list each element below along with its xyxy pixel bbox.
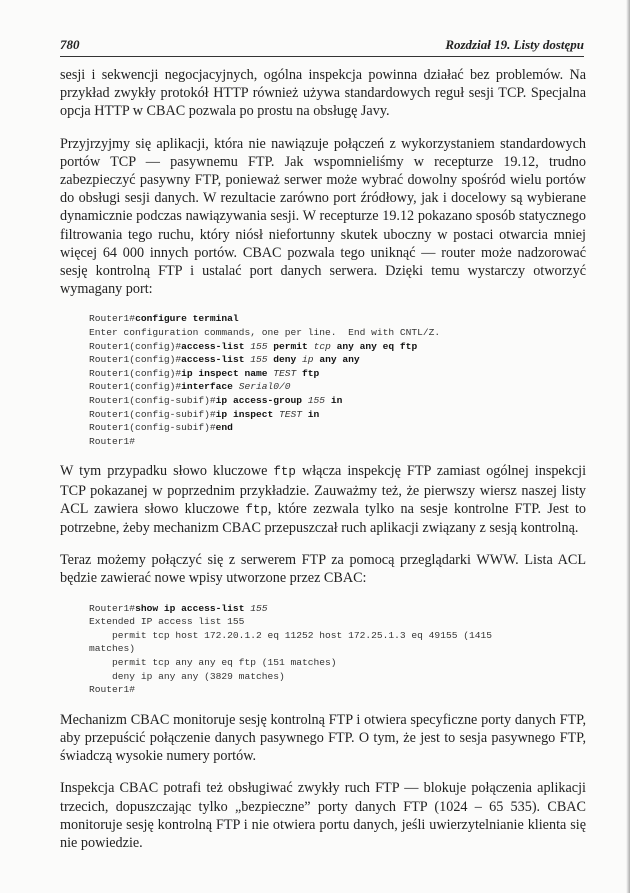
code-line: Router1(config)#interface Serial0/0 (89, 381, 291, 393)
code-line: Router1(config-subif)#ip inspect TEST in (89, 408, 320, 420)
code-line: matches) (89, 643, 136, 655)
chapter-title: Rozdział 19. Listy dostępu (445, 37, 584, 52)
code-line: deny ip any any (3829 matches) (89, 670, 285, 682)
paragraph-3: W tym przypadku słowo kluczowe ftp włącza inspekcję FTP zamiast ogólnej inspekcji TCP pokazanej w poprzednim przykładzie. Zauważmy też, że pierwszy wiersz naszej listy ACL zawiera słowo kluczowe ftp, które zezwala tylko na sesje kontrolne FTP. Jest to potrzebne, żeby mechanizm CBAC przepuszczał ruch aplikacji związany z sesją kontrolną. (60, 463, 587, 536)
code-line: Enter configuration commands, one per line. End with CNTL/Z. (89, 327, 441, 339)
paragraph-5: Mechanizm CBAC monitoruje sesję kontrolną FTP i otwiera specyficzne porty danych FTP, aby przepuścić połączenie danych pasywnego FTP. O tym, że jest to sesja pasywnego FTP, świadczą wysokie numery portów. (60, 711, 586, 765)
code-line: Router1#show ip access-list 155 (89, 602, 268, 614)
paragraph-1: sesji i sekwencji negocjacyjnych, ogólna inspekcja powinna działać bez problemów. Na przykład zwykły protokół HTTP również używa standardowych reguł sesji TCP. Specjalna opcja HTTP w CBAC pozwala po prostu na obsługę Javy. (60, 67, 586, 120)
code-block-config (89, 312, 586, 448)
code-line: permit tcp any any eq ftp (151 matches) (89, 656, 337, 668)
code-line: Router1(config)#access-list 155 permit tcp any any eq ftp (89, 340, 418, 352)
page-edge-shadow (626, 0, 630, 893)
paragraph-6: Inspekcja CBAC potrafi też obsługiwać zwykły ruch FTP — blokuje połączenia aplikacji trzecich, dopuszczając tylko „bezpieczne” porty danych FTP (1024 – 65 535). CBAC monitoruje sesję kontrolną FTP i nie otwiera portu danych, jeśli uwierzytelnianie klienta się nie powiedzie. (60, 780, 586, 851)
inline-code: ftp (273, 465, 296, 480)
code-line: Router1(config-subif)#end (89, 422, 233, 434)
header-rule (60, 56, 584, 57)
page-body (60, 66, 586, 866)
paragraph-4: Teraz możemy połączyć się z serwerem FTP za pomocą przeglądarki WWW. Lista ACL będzie zawierać nowe wpisy utworzone przez CBAC: (60, 552, 586, 587)
code-line: Router1(config-subif)#ip access-group 155 in (89, 395, 343, 406)
code-line: Extended IP access list 155 (89, 616, 245, 628)
page-number: 780 (60, 37, 80, 52)
code-line: permit tcp host 172.20.1.2 eq 11252 host 172.25.1.3 eq 49155 (1415 (89, 629, 493, 641)
inline-code: ftp (245, 502, 268, 517)
code-line: Router1# (89, 435, 136, 447)
page-header (60, 37, 584, 55)
code-line: Router1(config)#ip inspect name TEST ftp (89, 367, 320, 379)
code-line: Router1# (89, 684, 136, 696)
paragraph-2: Przyjrzyjmy się aplikacji, która nie nawiązuje połączeń z wykorzystaniem standardowych portów TCP — pasywnemu FTP. Jak wspomnieliśmy w recepturze 19.12, trudno zabezpieczyć pasywny FTP, ponieważ serwer może wybrać dowolny spośród wielu portów do obsługi sesji danych. W rezultacie zarówno port źródłowy, jak i docelowy są wybierane dynamicznie podczas nawiązywania sesji. W recepturze 19.12 pokazano sposób statycznego filtrowania tego ruchu, który niósł niefortunny skutek uboczny w postaci otwarcia mniej więcej 64 000 innych portów. CBAC pozwala tego uniknąć — router może nadzorować sesję kontrolną FTP i ustalać port danych serwera. Dzięki temu wystarczy otworzyć wymagany port: (60, 135, 586, 298)
code-line: Router1#configure terminal (89, 313, 239, 325)
code-line: Router1(config)#access-list 155 deny ip any any (89, 354, 360, 366)
code-block-show (89, 602, 586, 697)
